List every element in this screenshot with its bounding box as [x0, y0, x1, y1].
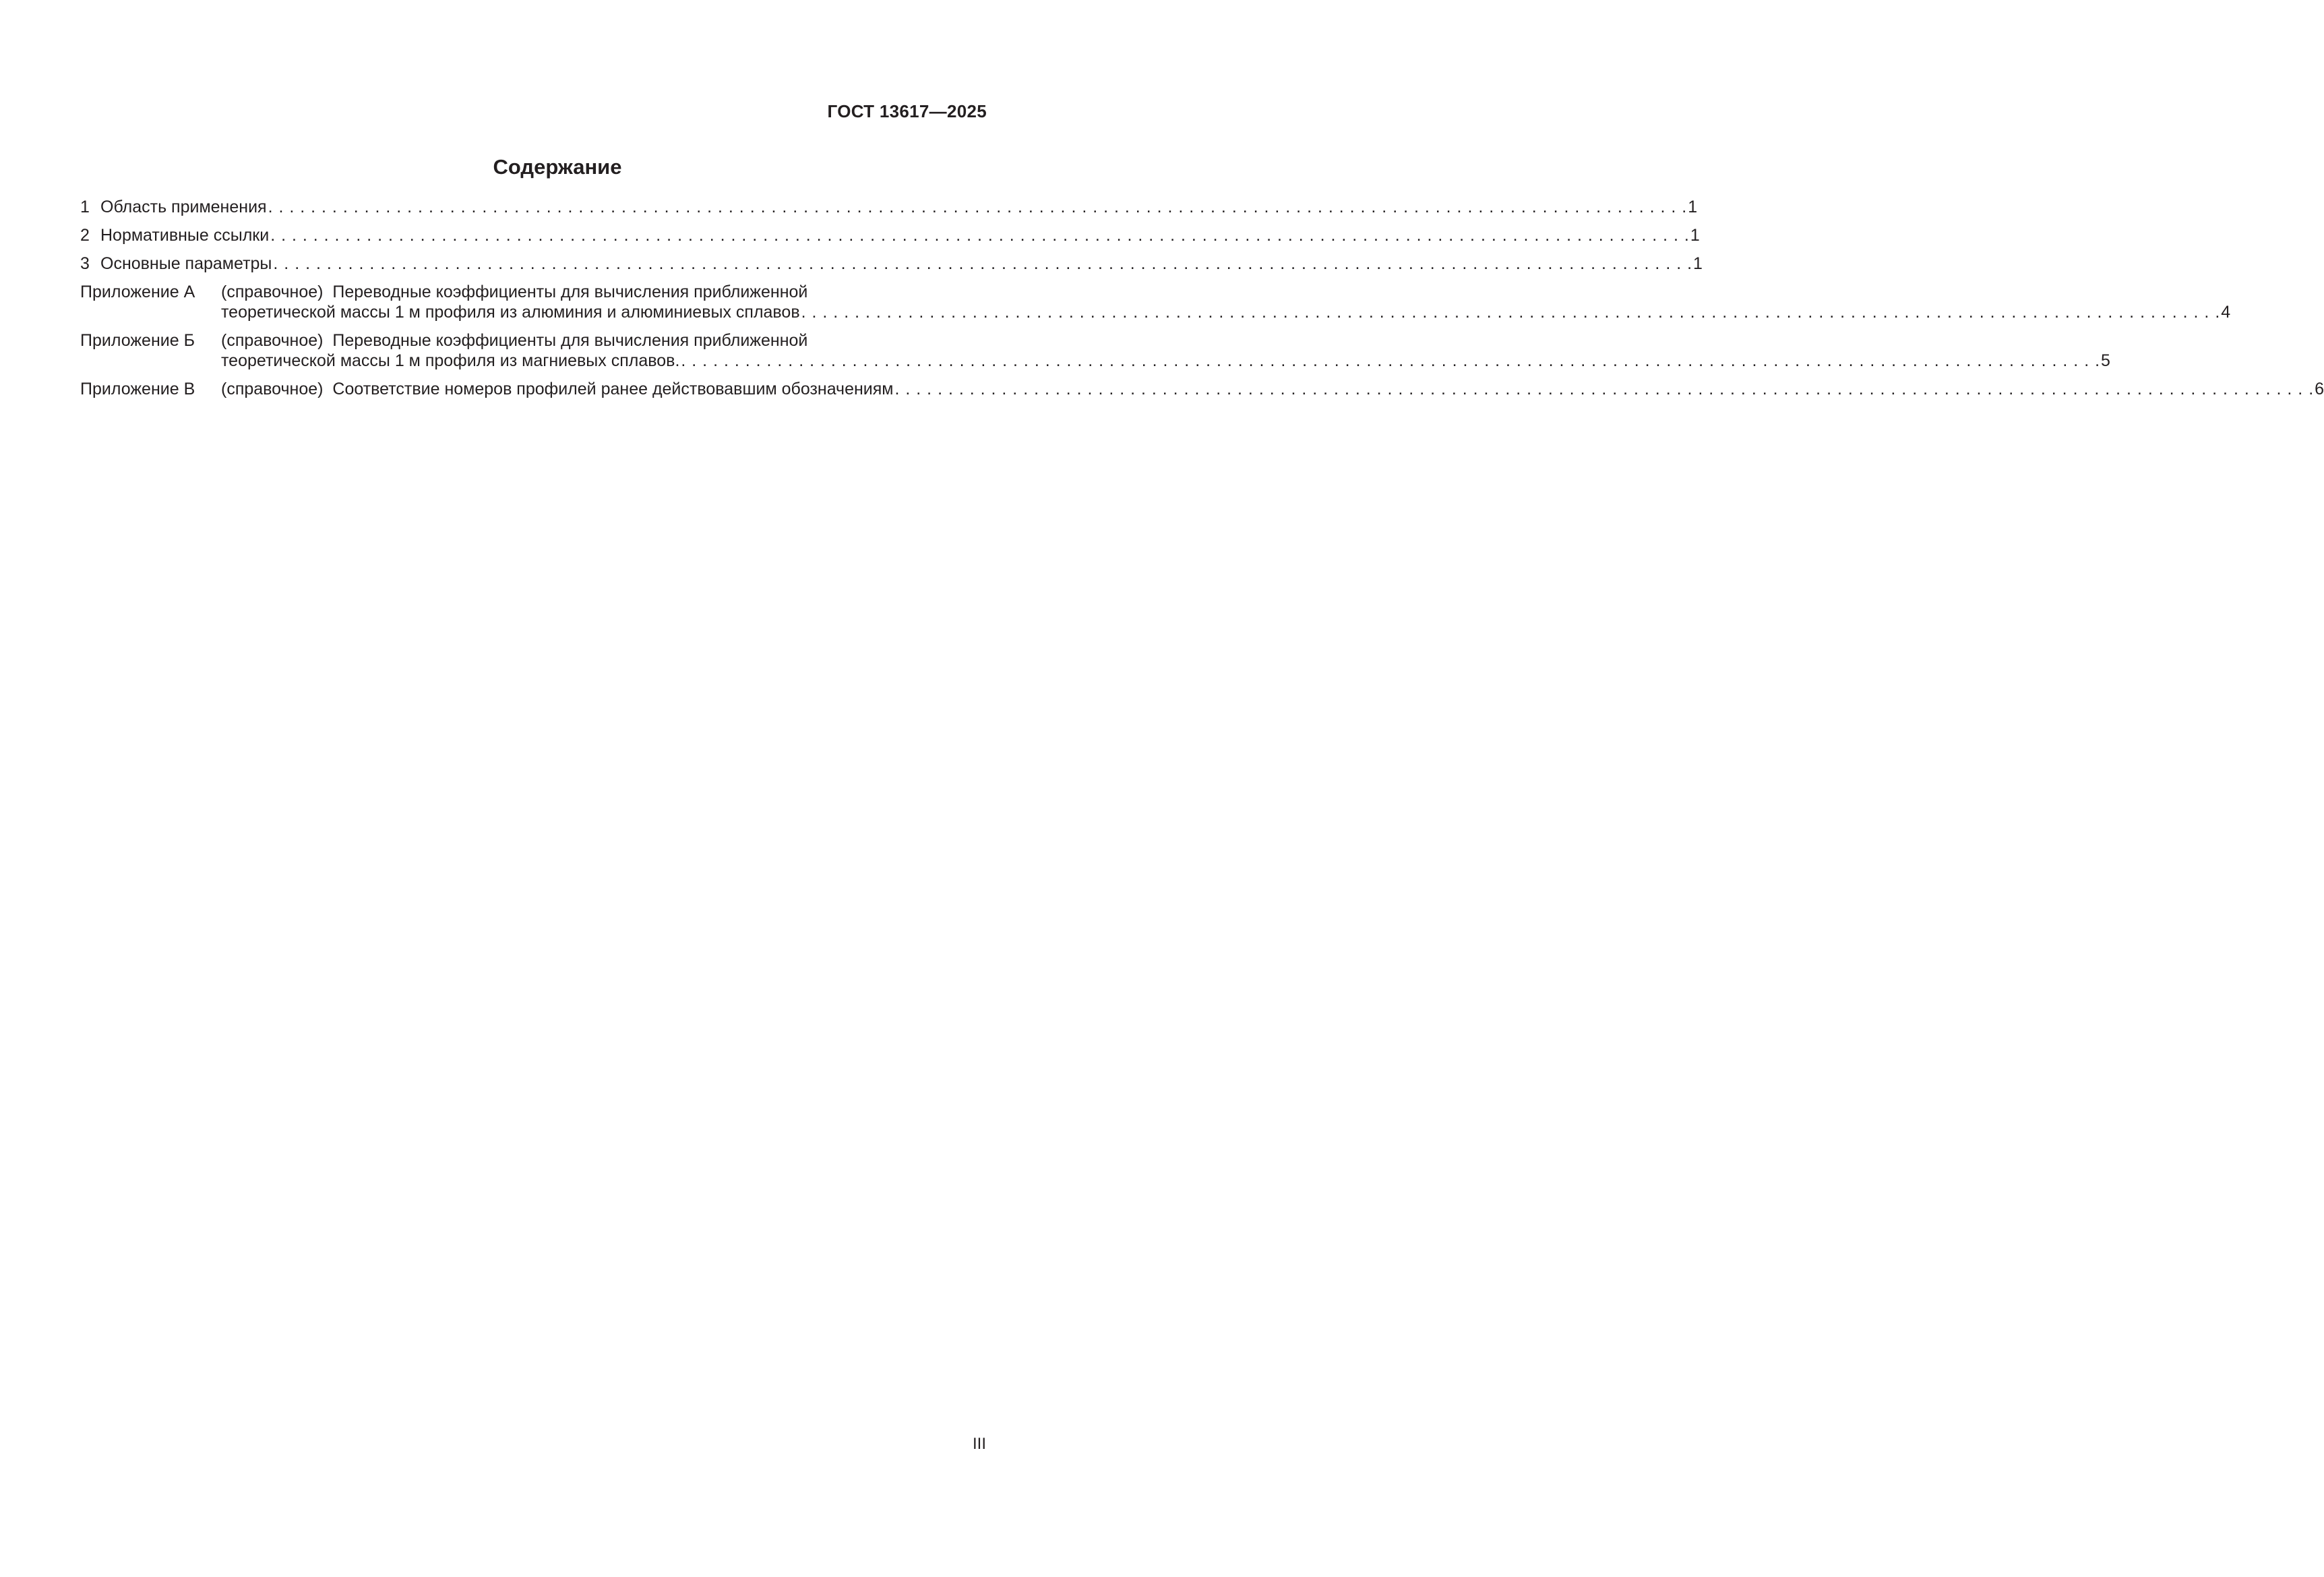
dot-leader [270, 225, 1689, 245]
section-title: Основные параметры [100, 254, 272, 273]
dot-leader [268, 197, 1687, 217]
page-ref: 5 [2101, 351, 2110, 370]
page-ref: 1 [1688, 198, 1698, 216]
section-number: 2 [80, 226, 90, 245]
toc-item-appendix-a[interactable] [80, 282, 2231, 322]
appendix-title-line2: теоретической массы 1 м профиля из алюминия и алюминиевых сплавов [221, 303, 800, 322]
dot-leader [801, 302, 2220, 322]
appendix-type: (справочное) [221, 380, 324, 398]
toc-item-section-3[interactable] [80, 254, 1703, 274]
appendix-title-line2: теоретической массы 1 м профиля из магниевых сплавов. [221, 351, 680, 370]
appendix-label: Приложение Б [80, 331, 195, 350]
section-title: Нормативные ссылки [100, 226, 270, 245]
page-ref: 1 [1690, 226, 1700, 245]
page-ref: 6 [2315, 380, 2324, 398]
appendix-label: Приложение А [80, 282, 195, 301]
page-ref: 1 [1693, 254, 1703, 273]
page-number: III [972, 1435, 986, 1453]
appendix-title-line1: Переводные коэффициенты для вычисления приближенной [332, 282, 808, 301]
toc-item-section-2[interactable] [80, 225, 1700, 245]
section-title: Область применения [100, 198, 267, 216]
appendix-title-line1: Переводные коэффициенты для вычисления приближенной [332, 331, 808, 350]
section-number: 1 [80, 198, 90, 216]
toc-item-section-1[interactable] [80, 197, 1698, 217]
toc-title: Содержание [493, 155, 622, 179]
appendix-title: Соответствие номеров профилей ранее действовавшим обозначениям [332, 380, 894, 398]
toc-item-appendix-b[interactable] [80, 330, 2110, 371]
document-code: ГОСТ 13617—2025 [827, 101, 987, 121]
page-ref: 4 [2221, 303, 2231, 322]
toc-item-appendix-v[interactable] [80, 379, 2324, 399]
appendix-type: (справочное) [221, 331, 324, 350]
dot-leader [895, 379, 2314, 399]
table-of-contents [80, 197, 2324, 407]
section-number: 3 [80, 254, 90, 273]
appendix-type: (справочное) [221, 282, 324, 301]
appendix-label: Приложение В [80, 380, 195, 398]
dot-leader [273, 254, 1692, 274]
dot-leader [681, 351, 2100, 371]
